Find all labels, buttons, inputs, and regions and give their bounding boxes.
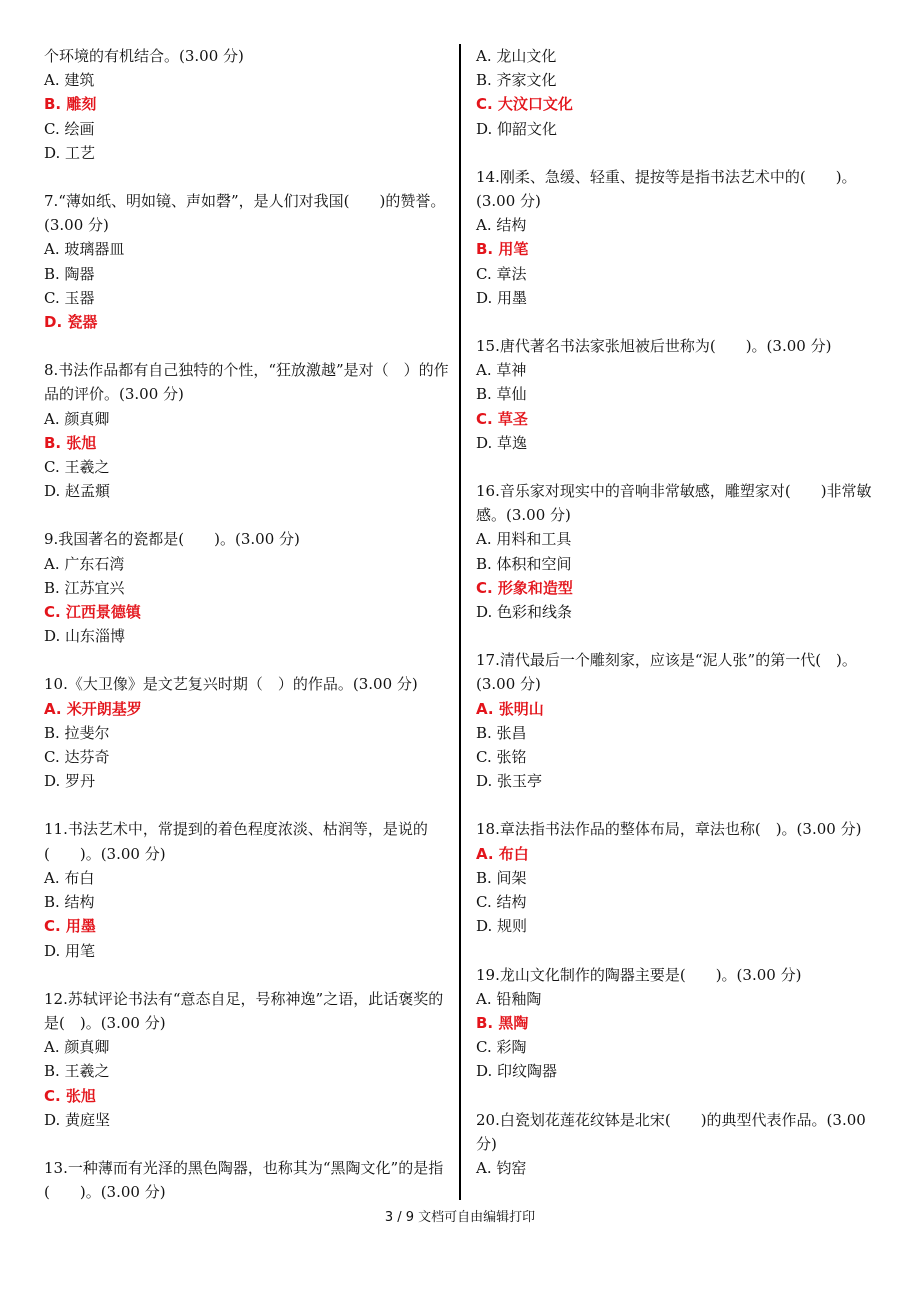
question-stem: 8.书法作品都有自己独特的个性，“狂放激越”是对（ ）的作品的评价。(3.00 分) (44, 361, 449, 404)
question-stem: 9.我国著名的瓷都是( )。(3.00 分) (44, 530, 300, 549)
answer-option: B. 张昌 (476, 723, 527, 742)
question-gap (44, 503, 456, 527)
question-stem: 18.章法指书法作品的整体布局，章法也称( )。(3.00 分) (476, 820, 862, 839)
answer-option: D. 仰韶文化 (476, 119, 558, 138)
answer-option: B. 草仙 (476, 385, 527, 404)
answer-option: A. 建筑 (44, 71, 95, 90)
question-gap (44, 648, 456, 672)
answer-option: D. 用笔 (44, 941, 96, 960)
question-stem: 15.唐代著名书法家张旭被后世称为( )。(3.00 分) (476, 337, 832, 356)
question-gap (44, 165, 456, 189)
answer-option: B. 拉斐尔 (44, 723, 110, 742)
page-footer: 3 / 9 文档可自由编辑打印 (384, 1210, 536, 1225)
answer-option: B. 陶器 (44, 264, 95, 283)
question-stem: 12.苏轼评论书法有“意态自足，号称神逸”之语，此话褒奖的是( )。(3.00 分) (44, 989, 444, 1032)
answer-option: C. 绘画 (44, 119, 95, 138)
answer-option-correct: C. 江西景德镇 (44, 603, 141, 622)
answer-option-correct: C. 用墨 (44, 917, 96, 936)
answer-option-correct: C. 草圣 (476, 409, 528, 428)
question-block (476, 963, 886, 1084)
answer-option: A. 颜真卿 (44, 1038, 110, 1057)
answer-option: C. 章法 (476, 264, 527, 283)
answer-option: A. 玻璃器皿 (44, 240, 125, 259)
answer-option: D. 色彩和线条 (476, 603, 573, 622)
question-block (476, 648, 886, 793)
question-block (44, 987, 456, 1132)
answer-option: D. 张玉亭 (476, 772, 543, 791)
answer-option: A. 龙山文化 (476, 47, 557, 65)
answer-option-correct: C. 大汶口文化 (476, 95, 573, 114)
right-column (476, 44, 886, 1180)
answer-option-correct: B. 黑陶 (476, 1013, 529, 1032)
answer-option: A. 铅釉陶 (476, 989, 542, 1008)
answer-option-correct: B. 用笔 (476, 240, 529, 259)
question-block (476, 165, 886, 310)
answer-option: C. 玉器 (44, 288, 95, 307)
question-stem: 16.音乐家对现实中的音响非常敏感，雕塑家对( )非常敏感。(3.00 分) (476, 482, 872, 525)
question-gap (476, 793, 886, 817)
column-divider (459, 44, 461, 1200)
answer-option: A. 结构 (476, 216, 527, 235)
question-block (476, 1108, 886, 1181)
question-gap (476, 455, 886, 479)
question-stem: 19.龙山文化制作的陶器主要是( )。(3.00 分) (476, 965, 802, 984)
answer-option: A. 草神 (476, 361, 527, 380)
answer-option: B. 结构 (44, 893, 95, 912)
question-stem: 13.一种薄而有光泽的黑色陶器，也称其为“黑陶文化”的是指( )。(3.00 分) (44, 1158, 444, 1202)
answer-option-correct: C. 张旭 (44, 1086, 96, 1105)
answer-option: D. 黄庭坚 (44, 1110, 111, 1129)
answer-option: D. 规则 (476, 917, 528, 936)
question-gap (44, 963, 456, 987)
question-block (44, 817, 456, 962)
answer-option-correct: C. 形象和造型 (476, 578, 573, 597)
answer-option: C. 张铭 (476, 748, 527, 767)
question-block (44, 189, 456, 334)
question-stem: 17.清代最后一个雕刻家，应该是“泥人张”的第一代( )。(3.00 分) (476, 651, 857, 694)
answer-option: A. 布白 (44, 868, 95, 887)
answer-option: C. 彩陶 (476, 1038, 527, 1057)
answer-option: D. 罗丹 (44, 772, 96, 791)
question-block (476, 817, 886, 938)
question-block (476, 334, 886, 455)
answer-option-correct: B. 张旭 (44, 433, 97, 452)
question-stem: 个环境的有机结合。(3.00 分) (44, 47, 244, 65)
answer-option: C. 王羲之 (44, 458, 110, 477)
answer-option: C. 结构 (476, 893, 527, 912)
question-gap (44, 334, 456, 358)
question-gap (476, 1084, 886, 1108)
answer-option: B. 王羲之 (44, 1062, 110, 1081)
answer-option: B. 江苏宜兴 (44, 578, 125, 597)
question-gap (476, 939, 886, 963)
answer-option: A. 颜真卿 (44, 409, 110, 428)
question-gap (476, 310, 886, 334)
answer-option: B. 间架 (476, 868, 527, 887)
answer-option-correct: D. 瓷器 (44, 313, 98, 332)
question-stem: 11.书法艺术中，常提到的着色程度浓淡、枯润等，是说的( )。(3.00 分) (44, 820, 428, 863)
question-block (44, 672, 456, 793)
question-gap (44, 793, 456, 817)
question-stem: 20.白瓷划花莲花纹钵是北宋( )的典型代表作品。(3.00 分) (476, 1110, 866, 1153)
left-column (44, 44, 456, 1204)
question-block (44, 358, 456, 503)
question-block (44, 1156, 456, 1204)
answer-option: D. 印纹陶器 (476, 1062, 558, 1081)
question-block (44, 44, 456, 165)
answer-option: D. 山东淄博 (44, 627, 126, 646)
question-block (476, 479, 886, 624)
question-block (44, 527, 456, 648)
question-stem: 14.刚柔、急缓、轻重、提按等是指书法艺术中的( )。(3.00 分) (476, 167, 857, 211)
question-block (476, 44, 886, 141)
answer-option: B. 体积和空间 (476, 554, 572, 573)
question-stem: 10.《大卫像》是文艺复兴时期（ ）的作品。(3.00 分) (44, 675, 418, 694)
answer-option-correct: A. 米开朗基罗 (44, 699, 142, 718)
answer-option: D. 用墨 (476, 288, 528, 307)
answer-option-correct: A. 布白 (476, 844, 529, 863)
answer-option: D. 草逸 (476, 433, 528, 452)
answer-option: D. 赵孟頫 (44, 482, 111, 501)
question-stem: 7.“薄如纸、明如镜、声如磬”，是人们对我国( )的赞誉。(3.00 分) (44, 192, 446, 235)
answer-option: C. 达芬奇 (44, 748, 110, 767)
answer-option: A. 用料和工具 (476, 530, 572, 549)
answer-option: A. 钧窑 (476, 1158, 527, 1177)
answer-option-correct: A. 张明山 (476, 699, 544, 718)
answer-option: A. 广东石湾 (44, 554, 125, 573)
question-gap (44, 1132, 456, 1156)
question-gap (476, 624, 886, 648)
question-gap (476, 141, 886, 165)
answer-option: D. 工艺 (44, 143, 96, 162)
answer-option-correct: B. 雕刻 (44, 95, 97, 114)
answer-option: B. 齐家文化 (476, 71, 557, 90)
